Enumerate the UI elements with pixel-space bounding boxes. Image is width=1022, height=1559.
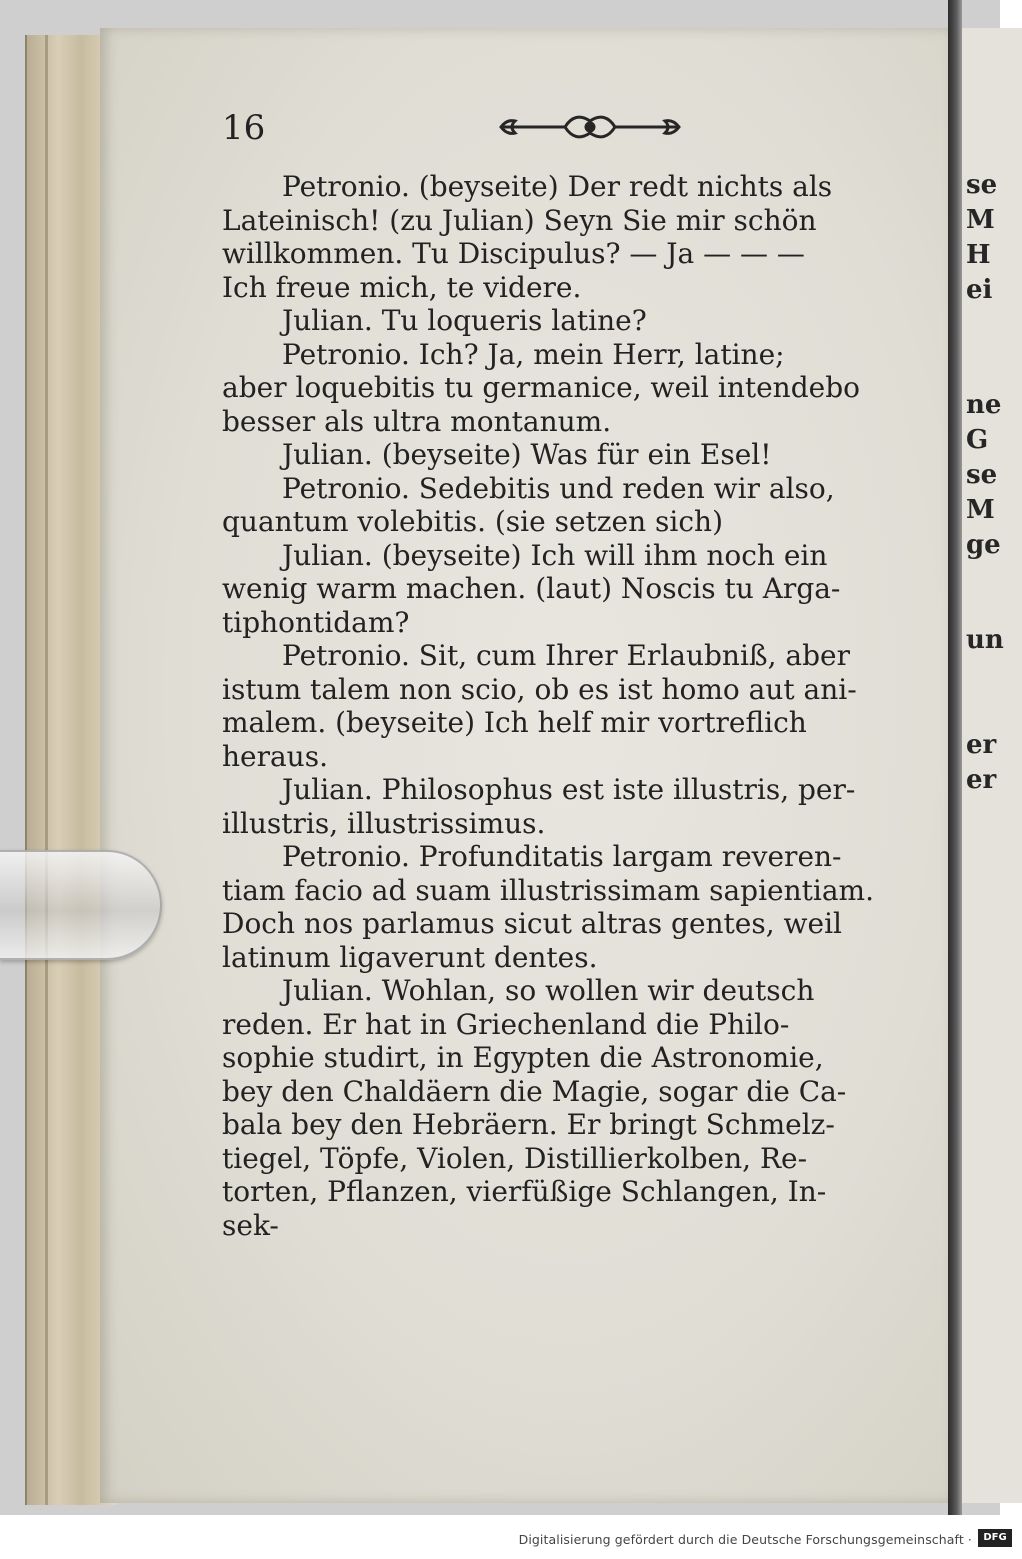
dfg-logo: DFG: [978, 1529, 1012, 1547]
text-line: Julian. Tu loqueris latine?: [282, 304, 647, 337]
facing-page-fragment: M: [966, 495, 995, 525]
text-line: Ich freue mich, te videre.: [222, 270, 582, 304]
page-text: [222, 170, 942, 1242]
text-line: wenig warm machen. (laut) Noscis tu Arga-: [222, 572, 841, 605]
digitization-credit: Digitalisierung gefördert durch die Deutsche Forschungsgemeinschaft ·: [518, 1532, 972, 1547]
facing-page-fragment: un: [966, 625, 1004, 655]
text-line: willkommen. Tu Discipulus? — Ja — — —: [222, 237, 805, 270]
text-line: latinum ligaverunt dentes.: [222, 940, 598, 974]
facing-page-edge: [962, 28, 1022, 1503]
text-line: quantum volebitis. (sie setzen sich): [222, 505, 724, 538]
text-line: heraus.: [222, 739, 328, 773]
text-line: Petronio. Sedebitis und reden wir also,: [282, 471, 835, 505]
page-number: 16: [222, 108, 266, 148]
facing-page-fragment: er: [966, 765, 997, 795]
text-line: tiegel, Töpfe, Violen, Distillierkolben, Re-: [222, 1141, 808, 1175]
facing-page-fragment: se: [966, 460, 998, 490]
page-clip: [0, 850, 162, 960]
text-line: malem. (beyseite) Ich helf mir vortreflich: [222, 706, 807, 739]
facing-page-fragment: H: [966, 240, 991, 270]
text-line: aber loquebitis tu germanice, weil intendebo: [222, 371, 860, 404]
text-line: Julian. Wohlan, so wollen wir deutsch: [282, 974, 815, 1007]
text-line: sophie studirt, in Egypten die Astronomie,: [222, 1041, 824, 1074]
text-line: Petronio. Sit, cum Ihrer Erlaubniß, aber: [282, 639, 850, 672]
text-line: Petronio. Profunditatis largam reveren-: [282, 840, 842, 873]
text-line: torten, Pflanzen, vierfüßige Schlangen, In-: [222, 1175, 827, 1208]
facing-page-fragment: ne: [966, 390, 1002, 420]
text-line: bala bey den Hebräern. Er bringt Schmelz-: [222, 1108, 835, 1141]
facing-page-fragment: M: [966, 205, 995, 235]
book-gutter: [948, 0, 962, 1515]
text-line: Julian. Philosophus est iste illustris, per-: [282, 773, 856, 806]
text-line: Petronio. Ich? Ja, mein Herr, latine;: [282, 337, 785, 371]
text-line: bey den Chaldäern die Magie, sogar die Ca-: [222, 1074, 847, 1108]
text-line: reden. Er hat in Griechenland die Philo-: [222, 1007, 790, 1041]
text-line: Julian. (beyseite) Was für ein Esel!: [282, 438, 772, 471]
text-line: Julian. (beyseite) Ich will ihm noch ein: [282, 538, 828, 572]
facing-page-fragment: ge: [966, 530, 1001, 560]
ornament-rule: [495, 110, 685, 144]
facing-page-fragment: er: [966, 730, 997, 760]
text-line: istum talem non scio, ob es ist homo aut ani-: [222, 672, 857, 706]
facing-page-fragment: se: [966, 170, 998, 200]
text-line: besser als ultra montanum.: [222, 404, 612, 438]
facing-page-fragment: G: [966, 425, 989, 455]
text-line: sek-: [222, 1208, 279, 1242]
text-line: Doch nos parlamus sicut altras gentes, weil: [222, 907, 842, 940]
text-line: tiphontidam?: [222, 605, 410, 639]
text-line: tiam facio ad suam illustrissimam sapientiam.: [222, 873, 875, 907]
text-line: Petronio. (beyseite) Der redt nichts als: [282, 170, 833, 203]
facing-page-fragment: ei: [966, 275, 993, 305]
text-line: illustris, illustrissimus.: [222, 806, 546, 840]
text-line: Lateinisch! (zu Julian) Seyn Sie mir schön: [222, 203, 817, 237]
